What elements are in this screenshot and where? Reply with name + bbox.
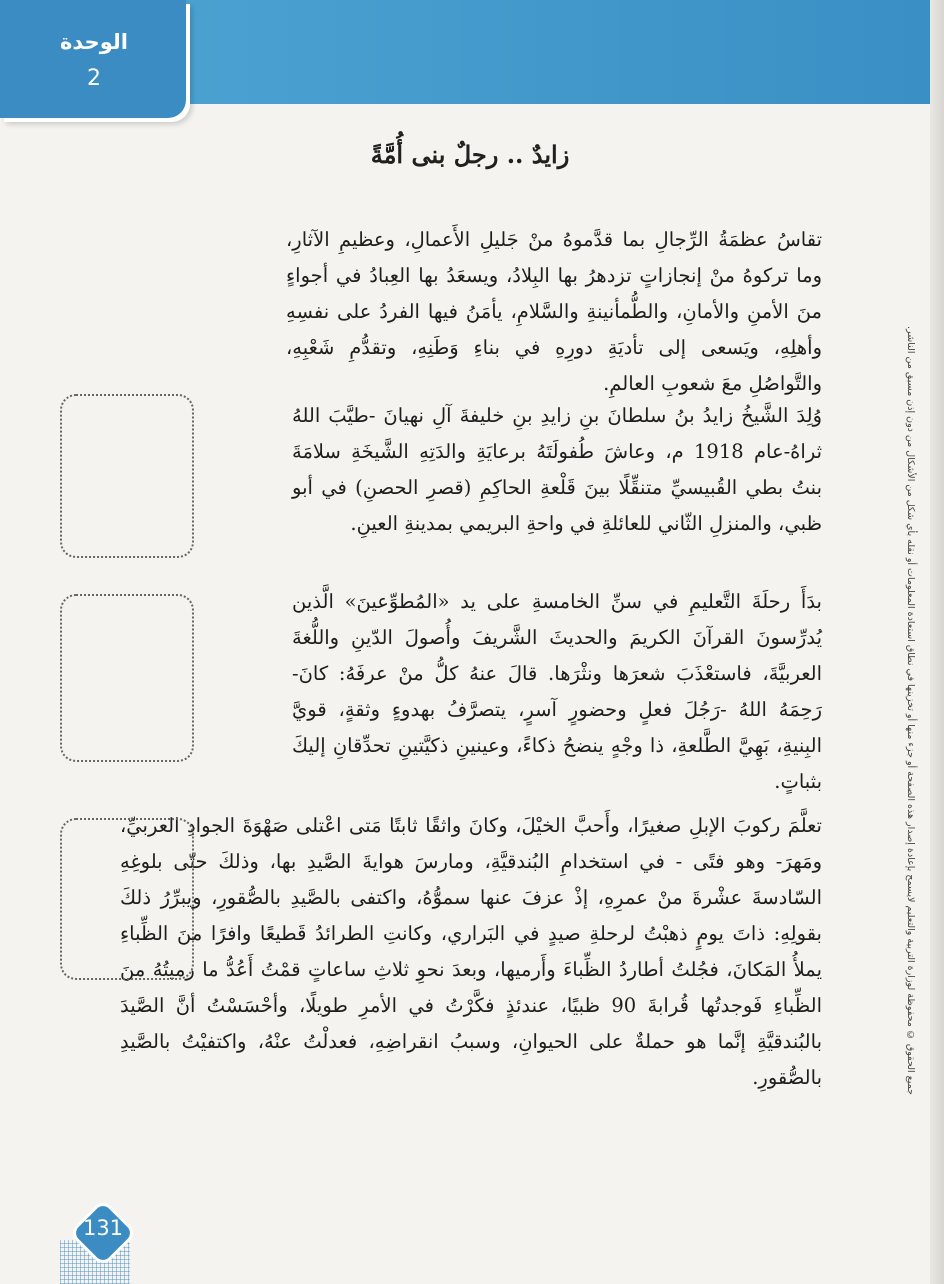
page-number: 131 [82, 1216, 124, 1240]
paragraph-education: بدَأَ رحلَةَ التَّعليمِ في سنِّ الخامسةِ على يد «المُطوِّعينَ» الَّذين يُدرِّسونَ القرآنَ الكريمَ والحديثَ الشَّريفَ وأُصولَ الدّينِ واللُّغةَ العربيَّةَ، فاستعْذَبَ شعرَها ونثْرَها. قالَ عنهُ كلُّ منْ عرفَهُ: كانَ- رَحِمَهُ اللهُ -رَجُلَ فعلٍ وحضورٍ آسرٍ، يتصرَّفُ بهدوءٍ وثقةٍ، قويَّ البِنيةِ، بَهِيَّ الطَّلعةِ، ذا وجْهٍ ينضحُ ذكاءً، وعينينِ ذكيَّتينِ تحدِّقانِ إليكَ بثباتٍ. [292, 590, 822, 793]
note-box-1[interactable] [60, 394, 194, 558]
paragraph-intro: تقاسُ عظمَةُ الرِّجالِ بما قدَّموهُ منْ جَليلِ الأَعمالِ، وعظيمِ الآثارِ، وما تركوهُ منْ إنجازاتٍ تزدهرُ بها البِلادُ، ويسعَدُ بها العِبادُ في أجواءٍ منَ الأمنِ والأمانِ، والطُّمأنينةِ والسَّلامِ، يأمَنُ فيها الفردُ على نفسِهِ وأهلِهِ، ويَسعى إلى تأديَةِ دورِهِ في بناءِ وَطَنِهِ، وتقدُّمِ شَعْبِهِ، والتَّواصُلِ معَ شعوبِ العالمِ. [286, 228, 822, 395]
page-edge [930, 0, 944, 1284]
page-number-badge [68, 1198, 138, 1268]
lesson-title: زايدٌ .. رجلٌ بنى أُمَّةً [370, 140, 570, 169]
unit-label: الوحدة [60, 30, 128, 54]
paragraph-birth: وُلِدَ الشَّيخُ زايدُ بنُ سلطانَ بنِ زايدِ بنِ خليفةَ آلِ نهيانَ -طيَّبَ اللهُ ثراهُ-عام 1918 م، وعاشَ طُفولَتَهُ برعايَةِ والدَتِهِ الشَّيخَةِ سلامَةَ بنتُ بطي القُبيسيِّ متنقِّلًا بينَ قَلْعةِ الحاكِمِ (قصرِ الحصنِ) في أبو ظبي، والمنزلِ الثّاني للعائلةِ في واحةِ البريمي بمدينةِ العينِ. [292, 404, 823, 535]
paragraph-hunting: تعلَّمَ ركوبَ الإبلِ صغيرًا، وأَحبَّ الخيْلَ، وكانَ واثقًا ثابتًا مَتى اعْتلى صَهْوَةَ الجوادِ العربيِّ، ومَهرَ- وهو فتًى - في استخدامِ البُندقيَّةِ، ومارسَ هوايةَ الصَّيدِ بها، وذلكَ حتّى بلوغِهِ السّادسةَ عشْرةَ منْ عمرِهِ، إذْ عزفَ عنها سموُّهُ، واكتفى بالصَّيدِ بالصُّقورِ، ويبرِّرُ ذلكَ بقولِهِ: ذاتَ يومٍ ذهبْتُ لرحلةِ صيدٍ في البَراري، وكانتِ الطرائدُ قَطيعًا وافرًا منَ الظِّباءِ يملأُ المَكانَ، فجُلتُ أطاردُ الظِّباءَ وأَرميها، وبعدَ نحوِ ثلاثِ ساعاتٍ قمْتُ أَعُدُّ ما رميتُهُ منَ الظِّباءِ فَوجدتُها قُرابةَ 90 ظبيًا، عندئذٍ فكَّرْتُ في الأمرِ طويلًا، وأحْسَسْتُ أنَّ الصَّيدَ بالبُندقيَّةِ إنَّما هو حملةٌ على الحيوانِ، وسببُ انقراضِهِ، فعدلْتُ عنْهُ، واكتفيْتُ بالصَّيدِ بالصُّقورِ. [120, 814, 822, 1089]
note-box-3[interactable] [60, 818, 194, 980]
unit-tab [0, 0, 186, 118]
unit-number: 2 [87, 66, 101, 91]
copyright-notice: جميع الحقوق © محفوظة لوزارة التربية والتعليم لايسمح بإعادة إصدار هذه الصفحة أو جزء منها أو تخزينها في نطاق استعادة المعلومات أو نقله بأي شكل من الأشكال من دون إذن مسبق من الناشر. [905, 325, 916, 1095]
note-box-2[interactable] [60, 594, 194, 762]
